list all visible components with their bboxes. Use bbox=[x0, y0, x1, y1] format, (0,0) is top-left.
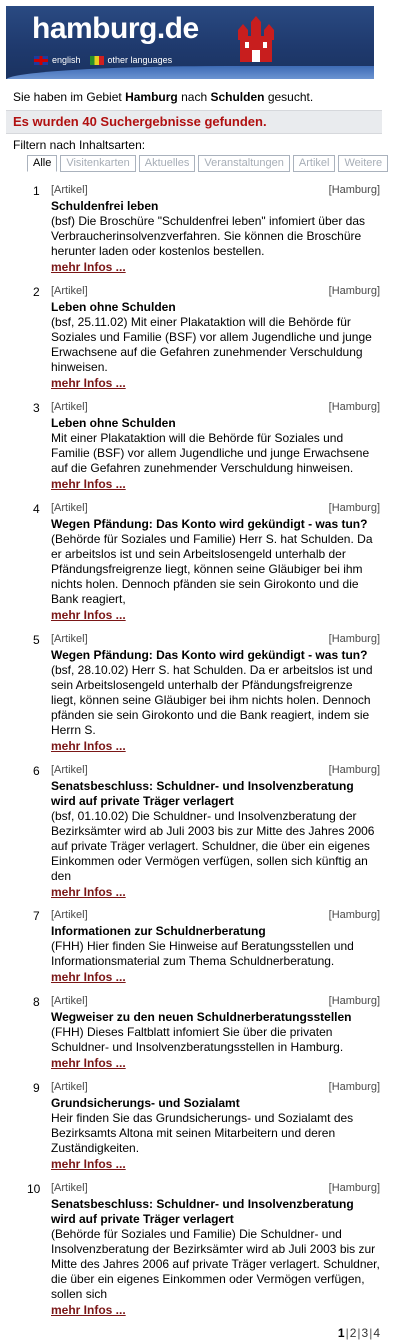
tab-alle[interactable]: Alle bbox=[27, 155, 57, 172]
search-term: Schulden bbox=[210, 90, 265, 104]
result-category: [Artikel] bbox=[51, 633, 88, 645]
more-info-link[interactable]: mehr Infos ... bbox=[51, 1303, 126, 1317]
result-region: [Hamburg] bbox=[328, 502, 380, 514]
site-logo[interactable]: hamburg.de bbox=[32, 12, 199, 45]
result-description: Mit einer Plakataktion will die Behörde für Soziales und Familie (BSF) vor allem Jugendliche und junge Erwachsene auf die Gefahren zunehmender Verschuldung hinweisen. bbox=[51, 431, 370, 475]
tab-aktuelles[interactable]: Aktuelles bbox=[139, 155, 196, 172]
result-number: 5 bbox=[33, 633, 40, 647]
more-info-link[interactable]: mehr Infos ... bbox=[51, 1157, 126, 1171]
result-title[interactable]: Leben ohne Schulden bbox=[51, 300, 176, 314]
more-info-link[interactable]: mehr Infos ... bbox=[51, 477, 126, 491]
tab-artikel[interactable]: Artikel bbox=[293, 155, 336, 172]
result-number: 9 bbox=[33, 1081, 40, 1095]
hamburg-crest-icon bbox=[236, 14, 276, 66]
result-description: (bsf, 25.11.02) Mit einer Plakataktion will die Behörde für Soziales und Familie (BSF) vor allem Jugendliche und junge Erwachsene auf die Gefahren zunehmender Verschuldung hinweisen. bbox=[51, 315, 372, 374]
page-1: 1 bbox=[337, 1326, 345, 1340]
page-2-link[interactable]: 2 bbox=[349, 1326, 357, 1340]
result-number: 2 bbox=[33, 285, 40, 299]
result-category: [Artikel] bbox=[51, 764, 88, 776]
page-3-link[interactable]: 3 bbox=[361, 1326, 369, 1340]
result-description: (Behörde für Soziales und Familie) Die Schuldner- und Insolvenzberatung der Bezirksämter wird ab Juli 2003 bis zur Mitte des Jahres 2006 auf private Träger verlagert. Schuldner, die über ein eigenes Einkommen oder Vermögen verfügen, sollen sich bbox=[51, 1227, 380, 1301]
language-links bbox=[34, 55, 172, 65]
more-info-link[interactable]: mehr Infos ... bbox=[51, 970, 126, 984]
result-region: [Hamburg] bbox=[328, 995, 380, 1007]
result-region: [Hamburg] bbox=[328, 1182, 380, 1194]
result-category: [Artikel] bbox=[51, 995, 88, 1007]
more-info-link[interactable]: mehr Infos ... bbox=[51, 608, 126, 622]
result-category: [Artikel] bbox=[51, 909, 88, 921]
results-count: Es wurden 40 Suchergebnisse gefunden. bbox=[13, 114, 267, 129]
result-category: [Artikel] bbox=[51, 1081, 88, 1093]
result-number: 1 bbox=[33, 184, 40, 198]
result-category: [Artikel] bbox=[51, 401, 88, 413]
result-region: [Hamburg] bbox=[328, 909, 380, 921]
multi-flag-icon bbox=[90, 56, 104, 65]
result-region: [Hamburg] bbox=[328, 285, 380, 297]
search-summary: Sie haben im Gebiet Hamburg nach Schulden gesucht. bbox=[13, 90, 314, 104]
result-region: [Hamburg] bbox=[328, 764, 380, 776]
page-4-link[interactable]: 4 bbox=[373, 1326, 380, 1340]
search-area: Hamburg bbox=[125, 90, 178, 104]
result-description: (Behörde für Soziales und Familie) Herr S. hat Schulden. Da er arbeitslos ist und sein Arbeitslosengeld unterhalb der Pfändungsfreigrenze liegt, können seine Gläubiger bei ihm nichts holen. Dennoch pfänden sie sein Girokonto und die Bank reagiert, bbox=[51, 532, 373, 606]
result-title[interactable]: Senatsbeschluss: Schuldner- und Insolvenzberatung wird auf private Träger verlagert bbox=[51, 1197, 354, 1226]
result-category: [Artikel] bbox=[51, 285, 88, 297]
filter-label: Filtern nach Inhaltsarten: bbox=[13, 138, 146, 152]
result-region: [Hamburg] bbox=[328, 633, 380, 645]
result-number: 8 bbox=[33, 995, 40, 1009]
more-info-link[interactable]: mehr Infos ... bbox=[51, 739, 126, 753]
results-count-bar bbox=[6, 110, 382, 134]
result-description: (FHH) Dieses Faltblatt infomiert Sie über die privaten Schuldner- und Insolvenzberatungsstellen in Hamburg. bbox=[51, 1025, 344, 1054]
uk-flag-icon bbox=[34, 56, 48, 65]
result-description: Heir finden Sie das Grundsicherungs- und Sozialamt des Bezirksamts Altona mit seinen Mitarbeitern und deren Zuständigkeiten. bbox=[51, 1111, 354, 1155]
result-number: 6 bbox=[33, 764, 40, 778]
result-description: (FHH) Hier finden Sie Hinweise auf Beratungsstellen und Informationsmaterial zum Thema Schuldnerberatung. bbox=[51, 939, 354, 968]
other-languages-link[interactable]: other languages bbox=[107, 55, 173, 65]
tab-veranstaltungen[interactable]: Veranstaltungen bbox=[198, 155, 290, 172]
result-description: (bsf) Die Broschüre "Schuldenfrei leben" infomiert über das Verbraucherinsolvenzverfahren. Sie können die Broschüre herunter laden oder kostenlos bestellen. bbox=[51, 214, 366, 258]
result-region: [Hamburg] bbox=[328, 401, 380, 413]
result-region: [Hamburg] bbox=[328, 1081, 380, 1093]
result-number: 3 bbox=[33, 401, 40, 415]
english-link[interactable]: english bbox=[52, 55, 81, 65]
result-title[interactable]: Wegen Pfändung: Das Konto wird gekündigt - was tun? bbox=[51, 648, 368, 662]
more-info-link[interactable]: mehr Infos ... bbox=[51, 1056, 126, 1070]
tab-weitere[interactable]: Weitere bbox=[338, 155, 388, 172]
pagination: 1 | 2 | 3 | 4 bbox=[337, 1326, 380, 1340]
result-title[interactable]: Grundsicherungs- und Sozialamt bbox=[51, 1096, 240, 1110]
result-category: [Artikel] bbox=[51, 502, 88, 514]
result-title[interactable]: Informationen zur Schuldnerberatung bbox=[51, 924, 266, 938]
more-info-link[interactable]: mehr Infos ... bbox=[51, 260, 126, 274]
result-title[interactable]: Wegweiser zu den neuen Schuldnerberatungsstellen bbox=[51, 1010, 352, 1024]
result-number: 7 bbox=[33, 909, 40, 923]
site-header bbox=[6, 6, 374, 79]
result-region: [Hamburg] bbox=[328, 184, 380, 196]
result-number: 10 bbox=[27, 1182, 41, 1196]
result-category: [Artikel] bbox=[51, 184, 88, 196]
result-title[interactable]: Senatsbeschluss: Schuldner- und Insolvenzberatung wird auf private Träger verlagert bbox=[51, 779, 354, 808]
more-info-link[interactable]: mehr Infos ... bbox=[51, 376, 126, 390]
result-title[interactable]: Wegen Pfändung: Das Konto wird gekündigt - was tun? bbox=[51, 517, 368, 531]
result-category: [Artikel] bbox=[51, 1182, 88, 1194]
result-number: 4 bbox=[33, 502, 40, 516]
header-wave bbox=[6, 66, 374, 79]
result-description: (bsf, 01.10.02) Die Schuldner- und Insolvenzberatung der Bezirksämter wird ab Juli 2003 bis zur Mitte des Jahres 2006 auf private Träger verlagert. Schuldner, die über ein eigenes Einkommen oder Vermögen verfügen, sollen sich künftig an den bbox=[51, 809, 375, 883]
more-info-link[interactable]: mehr Infos ... bbox=[51, 885, 126, 899]
result-title[interactable]: Leben ohne Schulden bbox=[51, 416, 176, 430]
result-description: (bsf, 28.10.02) Herr S. hat Schulden. Da er arbeitslos ist und sein Arbeitslosengeld unterhalb der Pfändungsfreigrenze liegt, können seine Gläubiger bei ihm nichts holen. Dennoch pfänden sie sein Girokonto und die Bank reagiert, indem sie Herrn S. bbox=[51, 663, 373, 737]
filter-tabs bbox=[27, 155, 388, 172]
tab-visitenkarten[interactable]: Visitenkarten bbox=[60, 155, 135, 172]
result-title[interactable]: Schuldenfrei leben bbox=[51, 199, 159, 213]
